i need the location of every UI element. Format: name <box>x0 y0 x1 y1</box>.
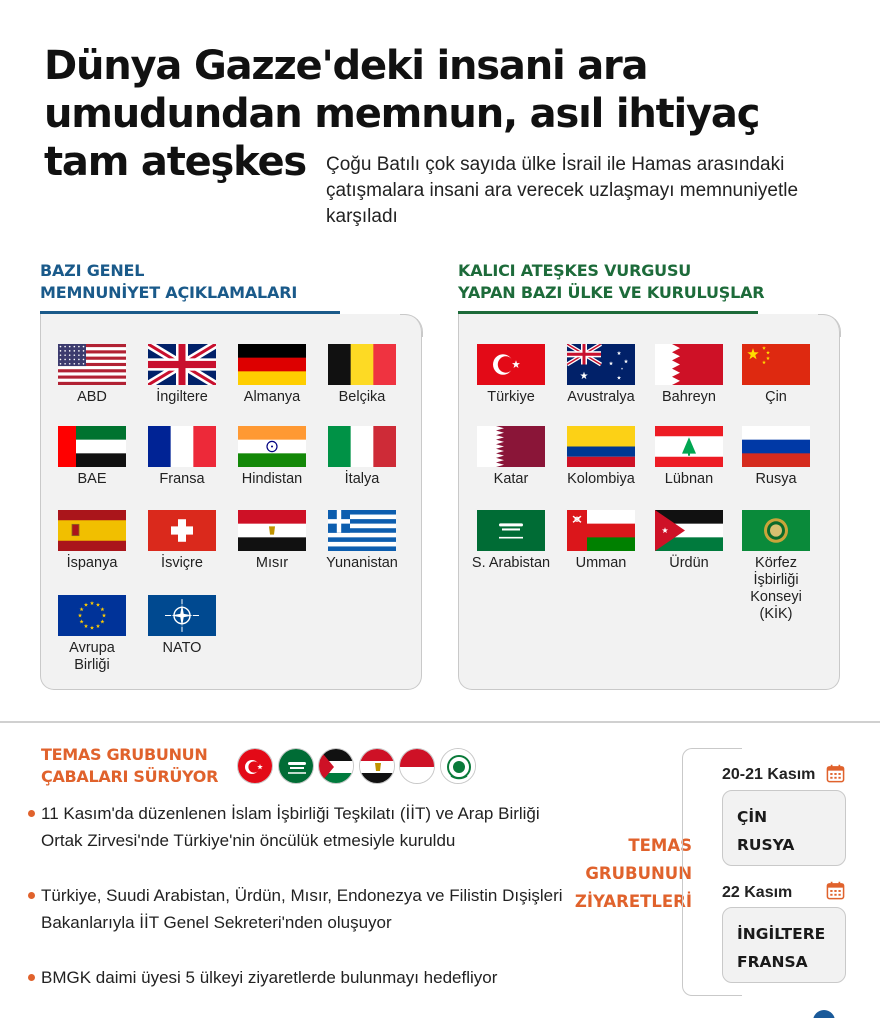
indonesia-circle-flag <box>399 748 435 784</box>
france-flag <box>148 426 216 467</box>
uae-flag <box>58 426 126 467</box>
welcome-statements-heading <box>40 260 297 304</box>
flag-item <box>643 510 735 572</box>
flag-item <box>555 344 647 406</box>
heading-line: TEMAS GRUBUNUN <box>41 745 208 764</box>
flag-item <box>316 426 408 488</box>
subtitle: Çoğu Batılı çok sayıda ülke İsrail ile Hamas arasındaki çatışmalara insani ara verecek uzlaşmayı memnuniyetle karşıladı <box>326 154 799 227</box>
bullet-text: BMGK daimi üyesi 5 ülkeyi ziyaretlerde bulunmayı hedefliyor <box>41 968 498 987</box>
country-name: Fransa <box>159 471 205 487</box>
usa-flag <box>58 344 126 385</box>
turkey-circle-flag <box>237 748 273 784</box>
visit-date: 22 Kasım <box>722 884 793 901</box>
spain-flag <box>58 510 126 551</box>
bullet-text: Türkiye, Suudi Arabistan, Ürdün, Mısır, Endonezya ve Filistin Dışişleri Bakanlarıyla İİT Genel Sekreteri'nden oluşuyor <box>41 886 563 932</box>
flag-item <box>46 510 138 572</box>
title-line: umudundan memnun, asıl ihtiyaç <box>44 91 760 137</box>
country-name: Almanya <box>243 389 301 405</box>
germany-flag <box>238 344 306 385</box>
heading-line: ZİYARETLERİ <box>574 892 692 911</box>
bullet-text: 11 Kasım'da düzenlenen İslam İşbirliği Teşkilatı (İİT) ve Arap Birliği Ortak Zirvesi'nde Türkiye'nin öncülük etmesiyle kuruldu <box>41 804 540 850</box>
country-name: Rusya <box>755 471 797 487</box>
country-name: Mısır <box>255 555 289 571</box>
flag-item <box>730 426 822 488</box>
flag-item <box>555 510 647 572</box>
country-name: Hindistan <box>241 471 303 487</box>
country-name: İspanya <box>66 555 118 571</box>
country-name: Avustralya <box>567 389 635 405</box>
country-name: NATO <box>162 640 202 656</box>
country-name: İtalya <box>344 471 380 487</box>
calendar-icon <box>826 881 845 900</box>
turkey-flag <box>477 344 545 385</box>
russia-flag <box>742 426 810 467</box>
country-name: Çin <box>765 389 787 405</box>
bahrain-flag <box>655 344 723 385</box>
country-name: Belçika <box>338 389 386 405</box>
flag-item <box>226 344 318 406</box>
calendar-icon <box>826 764 845 783</box>
flag-item <box>226 510 318 572</box>
jordan-flag <box>655 510 723 551</box>
heading-line: GRUBUNUN <box>585 864 692 883</box>
flag-item <box>465 344 557 406</box>
oic-circle-logo <box>440 748 476 784</box>
flag-item <box>136 510 228 572</box>
agency-logo <box>813 1010 835 1018</box>
visit-country: ÇİN <box>737 808 768 826</box>
flag-item <box>643 344 735 406</box>
egypt-circle-flag <box>359 748 395 784</box>
heading-line: KALICI ATEŞKES VURGUSU <box>458 261 692 280</box>
country-name: Kolombiya <box>567 471 635 487</box>
oman-flag <box>567 510 635 551</box>
flag-item <box>730 510 822 623</box>
nato-flag <box>148 595 216 636</box>
china-flag <box>742 344 810 385</box>
country-name: Lübnan <box>664 471 714 487</box>
flag-item <box>465 510 557 572</box>
flag-item <box>643 426 735 488</box>
bullet-dot <box>28 974 35 981</box>
country-name: Körfez İşbirliği Konseyi (KİK) <box>750 555 802 622</box>
flag-item <box>46 595 138 674</box>
title-line: tam ateşkes <box>44 139 307 185</box>
country-name: İngiltere <box>156 389 208 405</box>
country-name: Bahreyn <box>661 389 716 405</box>
flag-item <box>226 426 318 488</box>
country-name: Türkiye <box>487 389 535 405</box>
italy-flag <box>328 426 396 467</box>
flag-item <box>316 510 408 572</box>
country-name: Umman <box>575 555 627 571</box>
heading-line: TEMAS <box>628 836 692 855</box>
visit-countries-box <box>722 790 846 866</box>
flag-item <box>136 344 228 406</box>
section-divider <box>0 721 880 723</box>
greece-flag <box>328 510 396 551</box>
flag-item <box>136 426 228 488</box>
list-item <box>28 882 568 936</box>
bullet-dot <box>28 892 35 899</box>
switzerland-flag <box>148 510 216 551</box>
country-name: İsviçre <box>161 555 203 571</box>
lebanon-flag <box>655 426 723 467</box>
visits-heading <box>566 832 692 916</box>
uk-flag <box>148 344 216 385</box>
list-item <box>28 964 568 991</box>
saudi-flag <box>477 510 545 551</box>
flag-item <box>316 344 408 406</box>
country-name: Ürdün <box>669 555 709 571</box>
colombia-flag <box>567 426 635 467</box>
country-name: Yunanistan <box>326 555 398 571</box>
welcome-statements-panel <box>40 314 422 690</box>
flag-item <box>555 426 647 488</box>
bullet-dot <box>28 810 35 817</box>
saudi-circle-flag <box>278 748 314 784</box>
country-name: Avrupa Birliği <box>69 640 115 673</box>
visit-country: RUSYA <box>737 836 795 854</box>
flag-item <box>465 426 557 488</box>
country-name: BAE <box>77 471 107 487</box>
visit-date: 20-21 Kasım <box>722 766 816 783</box>
contact-group-heading <box>41 744 218 788</box>
visit-country: FRANSA <box>737 953 808 971</box>
palestine-circle-flag <box>318 748 354 784</box>
title-line: Dünya Gazze'deki insani ara <box>44 43 648 89</box>
ceasefire-emphasis-heading <box>458 260 764 304</box>
heading-line: ÇABALARI SÜRÜYOR <box>41 767 219 786</box>
visit-country: İNGİLTERE <box>737 925 826 943</box>
heading-line: YAPAN BAZI ÜLKE VE KURULUŞLAR <box>458 283 765 302</box>
country-name: S. Arabistan <box>471 555 551 571</box>
country-name: Katar <box>493 471 529 487</box>
egypt-flag <box>238 510 306 551</box>
flag-item <box>136 595 228 657</box>
flag-item <box>46 426 138 488</box>
eu-flag <box>58 595 126 636</box>
heading-line: MEMNUNİYET AÇIKLAMALARI <box>40 283 298 302</box>
qatar-flag <box>477 426 545 467</box>
heading-line: BAZI GENEL <box>40 261 145 280</box>
flag-item <box>46 344 138 406</box>
australia-flag <box>567 344 635 385</box>
india-flag <box>238 426 306 467</box>
visit-countries-box <box>722 907 846 983</box>
belgium-flag <box>328 344 396 385</box>
gcc-flag <box>742 510 810 551</box>
list-item <box>28 800 568 854</box>
flag-item <box>730 344 822 406</box>
country-name: ABD <box>77 389 107 405</box>
ceasefire-emphasis-panel <box>458 314 840 690</box>
